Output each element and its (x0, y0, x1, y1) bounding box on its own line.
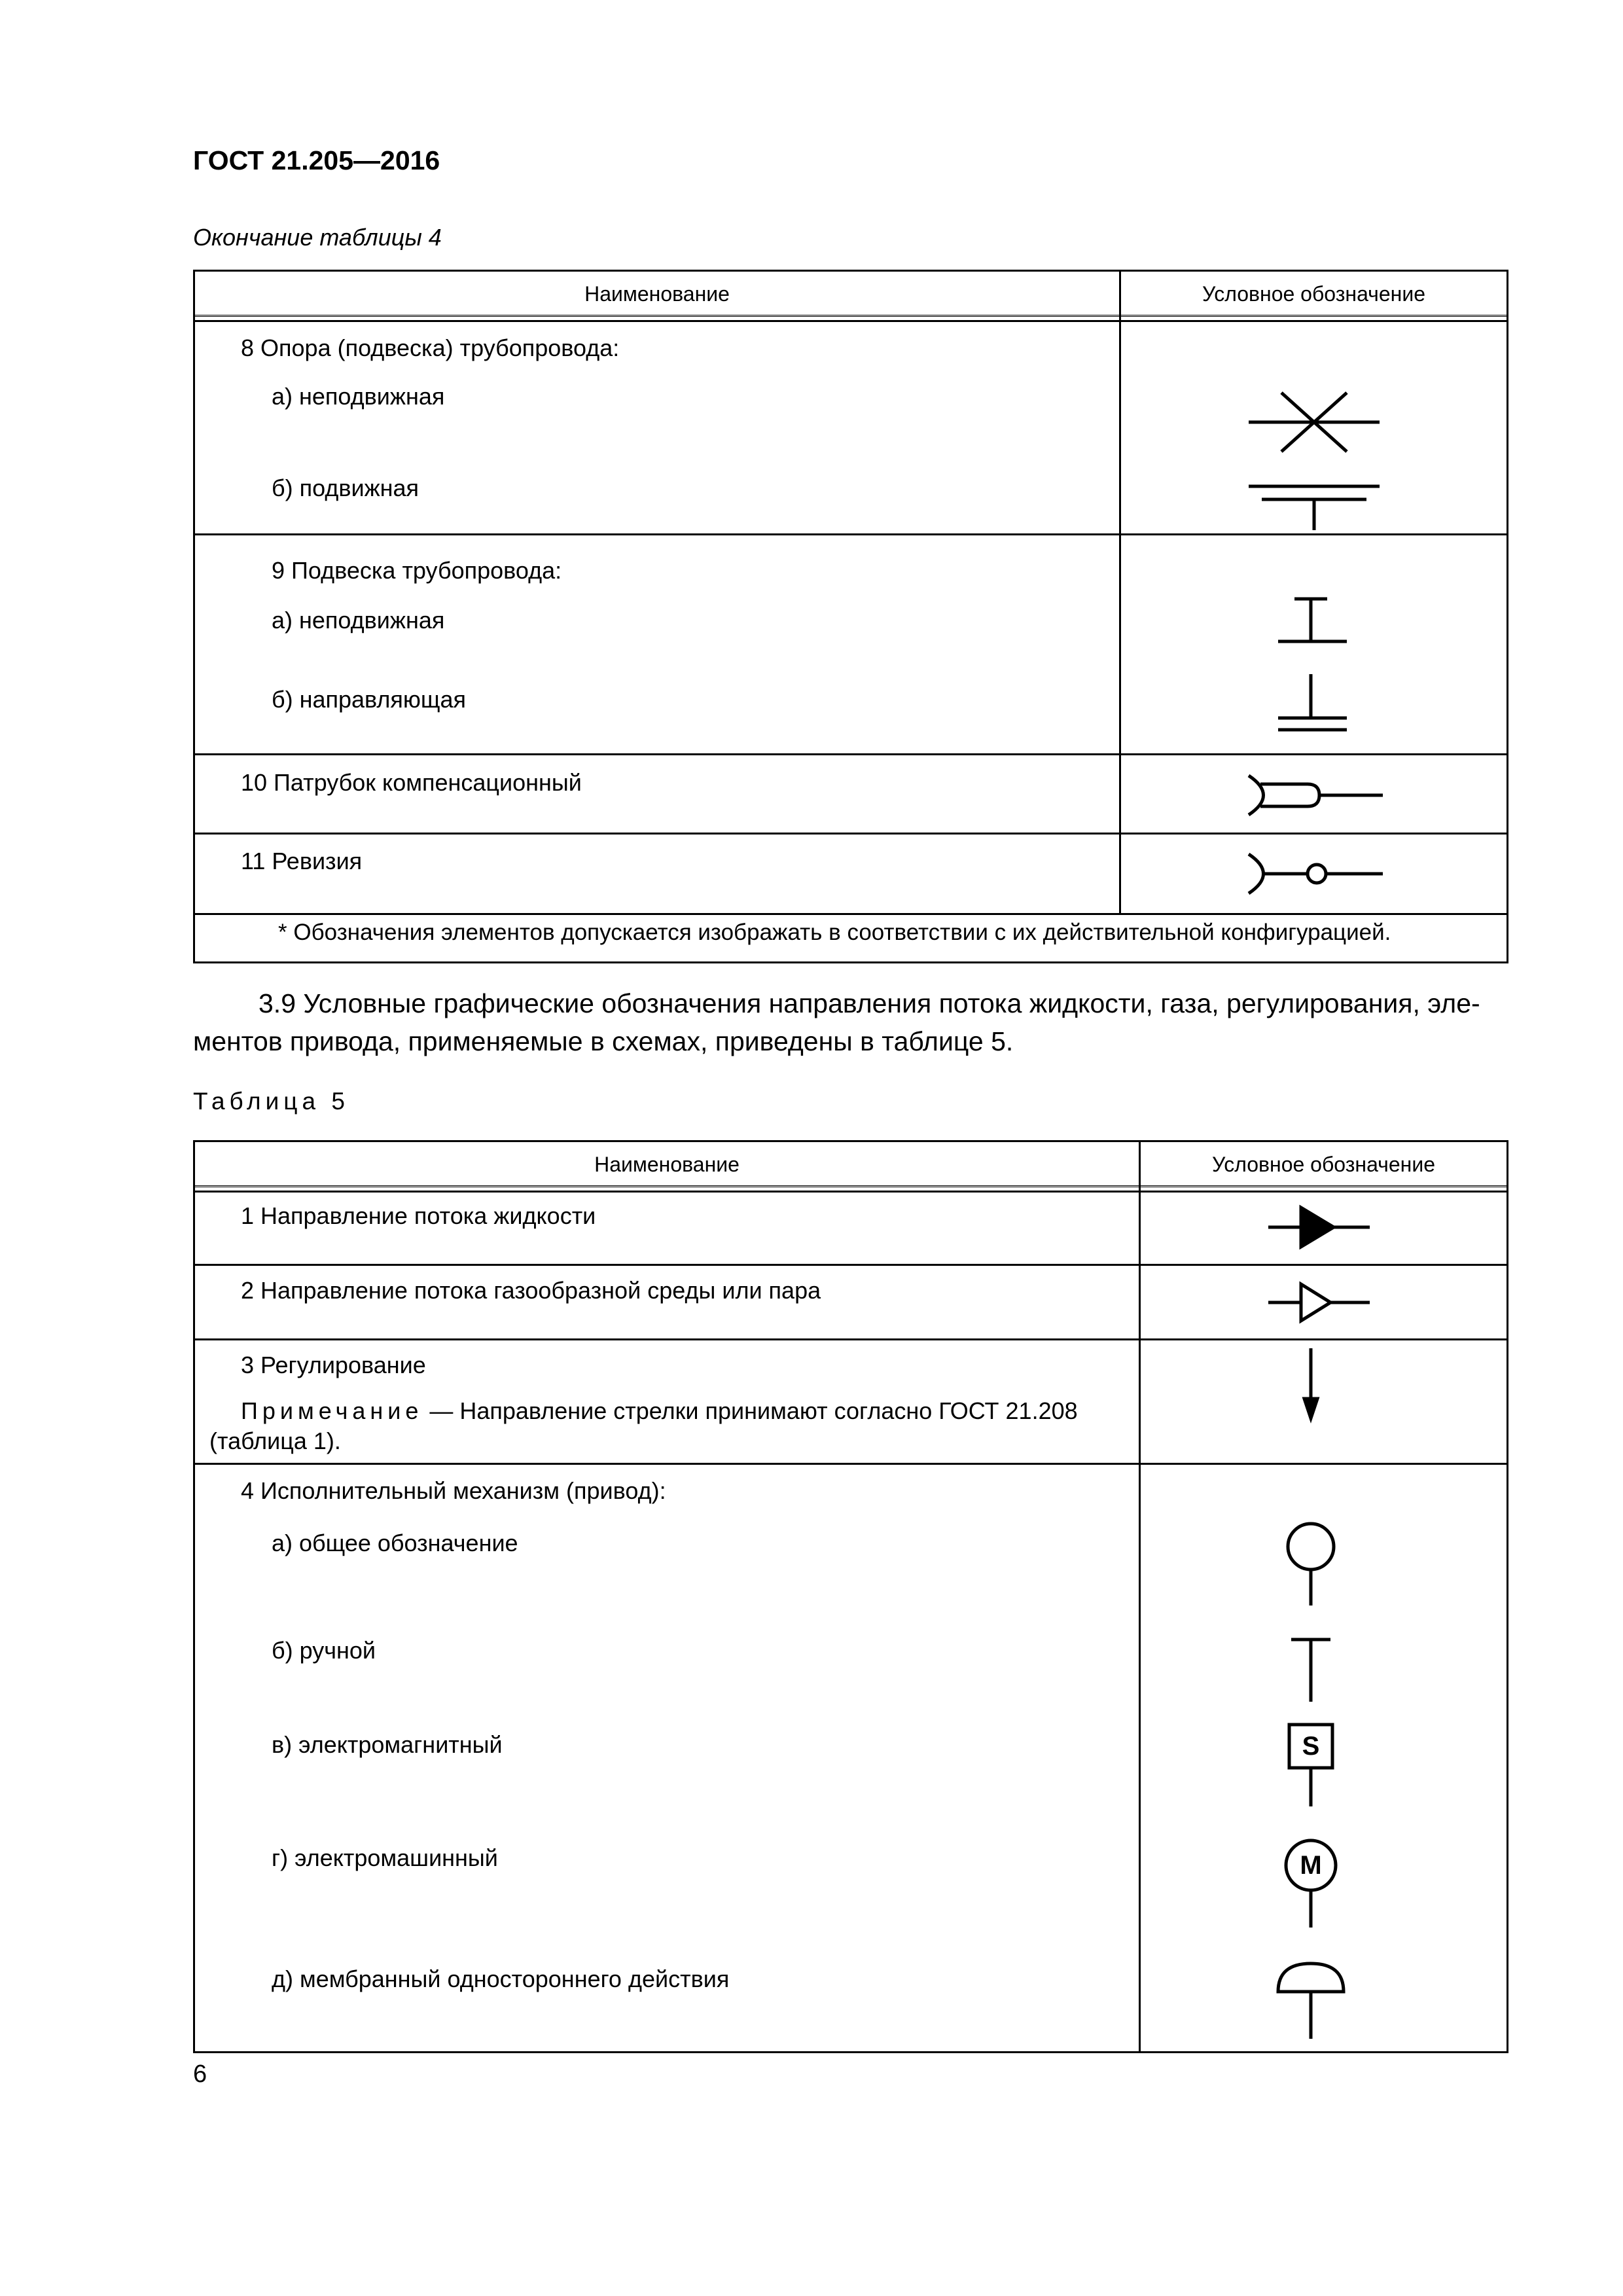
motor-letter: M (1300, 1851, 1322, 1880)
paragraph-3-9-line1: 3.9 Условные графические обозначения направления потока жидкости, газа, регулирования, эле- (259, 988, 1480, 1018)
diaphragm-actuator-symbol (1268, 1954, 1353, 2045)
row-divider (195, 1463, 1507, 1465)
row-item: в) электромагнитный (272, 1731, 503, 1758)
regulation-arrow-icon (1298, 1345, 1324, 1424)
row-item: б) подвижная (272, 475, 419, 501)
table-5 (193, 1140, 1508, 2053)
header-separator (195, 1185, 1507, 1193)
row-title: 11 Ревизия (241, 848, 363, 874)
liquid-flow-arrow-icon (1262, 1201, 1380, 1253)
row-title: 8 Опора (подвеска) трубопровода: (241, 334, 620, 361)
page-number: 6 (193, 2060, 207, 2088)
row-title: 3 Регулирование (241, 1352, 426, 1378)
row-divider (195, 533, 1507, 535)
row-title: 9 Подвеска трубопровода: (272, 557, 562, 584)
table-4 (193, 270, 1508, 963)
manual-actuator-symbol (1275, 1626, 1347, 1708)
note-line (241, 1397, 1078, 1425)
table-footnote: * Обозначения элементов допускается изображать в соответствии с их действительной конфигурацией. (278, 920, 1391, 945)
movable-support-symbol (1242, 468, 1393, 533)
compensation-nozzle-symbol (1236, 766, 1393, 825)
row-item: б) ручной (272, 1637, 376, 1664)
column-divider (1119, 272, 1121, 915)
row-item: г) электромашинный (272, 1844, 498, 1871)
column-divider (1139, 1142, 1141, 2053)
column-header-name: Наименование (594, 1153, 740, 1176)
row-title: 2 Направление потока газообразной среды или пара (241, 1277, 821, 1304)
column-header-symbol: Условное обозначение (1212, 1153, 1435, 1176)
electromagnetic-actuator-symbol (1275, 1718, 1347, 1810)
document-code: ГОСТ 21.205—2016 (193, 145, 440, 175)
table5-caption: Таблица 5 (193, 1088, 349, 1115)
inspection-opening-symbol (1236, 844, 1393, 903)
electric-motor-actuator-symbol (1275, 1833, 1347, 1931)
table4-continuation-caption: Окончание таблицы 4 (193, 224, 442, 251)
row-divider (195, 833, 1507, 834)
guide-hanger-symbol (1268, 671, 1360, 746)
gas-flow-arrow-icon (1262, 1276, 1380, 1329)
row-divider (195, 913, 1507, 915)
row-title: 1 Направление потока жидкости (241, 1202, 596, 1229)
row-item: б) направляющая (272, 686, 466, 713)
column-header-name: Наименование (584, 282, 730, 306)
fixed-hanger-symbol (1268, 592, 1360, 658)
header-separator (195, 315, 1507, 322)
row-item: а) неподвижная (272, 607, 445, 634)
note-line-continued: (таблица 1). (209, 1427, 341, 1454)
row-divider (195, 1264, 1507, 1266)
actuator-general-symbol (1275, 1514, 1347, 1612)
row-item: д) мембранный одностороннего действия (272, 1965, 730, 1992)
paragraph-3-9-line2: ментов привода, применяемые в схемах, приведены в таблице 5. (193, 1026, 1014, 1056)
note-text: — Направление стрелки принимают согласно ГОСТ 21.208 (423, 1397, 1078, 1424)
row-title: 4 Исполнительный механизм (привод): (241, 1477, 666, 1504)
note-label: Примечание (241, 1397, 423, 1424)
column-header-symbol: Условное обозначение (1202, 282, 1425, 306)
row-divider (195, 753, 1507, 755)
solenoid-letter: S (1302, 1732, 1320, 1761)
row-item: а) общее обозначение (272, 1530, 518, 1556)
row-divider (195, 1338, 1507, 1340)
row-title: 10 Патрубок компенсационный (241, 769, 582, 796)
row-item: а) неподвижная (272, 383, 445, 410)
